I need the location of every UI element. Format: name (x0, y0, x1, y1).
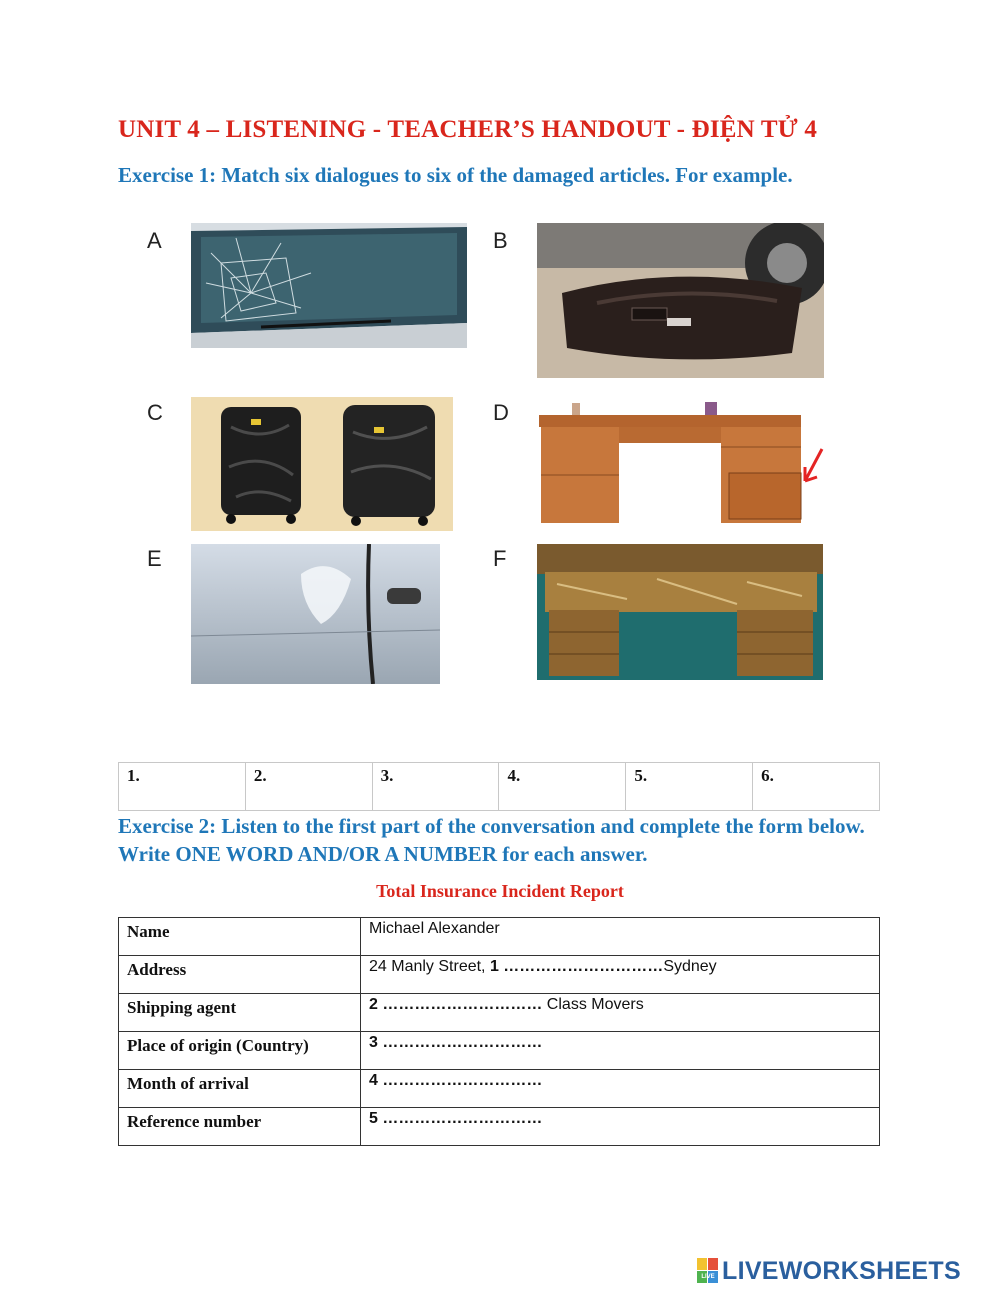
form-row-place-of-origin (119, 1032, 880, 1070)
exercise-1-instruction: Exercise 1: Match six dialogues to six of the damaged articles. For example. (118, 163, 793, 187)
answer-grid (118, 762, 880, 811)
answer-cell-3[interactable]: 3. (372, 763, 499, 811)
liveworksheets-logo-icon (697, 1258, 719, 1284)
form-label: Month of arrival (119, 1070, 361, 1108)
form-value-address[interactable]: 24 Manly Street, 1 …………………………Sydney (361, 956, 880, 994)
form-row-address (119, 956, 880, 994)
photo-dented-suitcases (191, 397, 453, 531)
exercise-2-instruction: Exercise 2: Listen to the first part of the conversation and complete the form below. Write ONE WORD AND/OR A NUMBER for each answer. (118, 814, 865, 866)
liveworksheets-logo[interactable] (697, 1256, 961, 1286)
photo-dented-car-door (191, 544, 440, 684)
answer-cell-4[interactable]: 4. (499, 763, 626, 811)
form-row-name (119, 918, 880, 956)
form-row-shipping-agent (119, 994, 880, 1032)
form-label: Reference number (119, 1108, 361, 1146)
form-label: Address (119, 956, 361, 994)
photo-cracked-windscreen (191, 223, 467, 348)
form-row-month-of-arrival (119, 1070, 880, 1108)
picture-letter-d: D (493, 400, 509, 425)
form-value-month-of-arrival[interactable]: 4 ………………………… (361, 1070, 880, 1108)
incident-report-form (118, 917, 880, 1146)
svg-text:LIVE: LIVE (701, 1274, 715, 1280)
form-label: Shipping agent (119, 994, 361, 1032)
answer-cell-2[interactable]: 2. (245, 763, 372, 811)
form-value-reference-number[interactable]: 5 ………………………… (361, 1108, 880, 1146)
photo-burnt-bag (537, 223, 824, 378)
picture-letter-e: E (147, 546, 162, 571)
photo-scratched-desk (537, 544, 823, 680)
picture-letter-a: A (147, 228, 162, 253)
photo-desk-broken-drawer (537, 397, 828, 528)
page-title: UNIT 4 – LISTENING - TEACHER’S HANDOUT - ĐIỆN TỬ 4 (118, 116, 818, 143)
picture-letter-b: B (493, 228, 508, 253)
form-value-place-of-origin[interactable]: 3 ………………………… (361, 1032, 880, 1070)
form-value-name: Michael Alexander (361, 918, 880, 956)
liveworksheets-logo-text: LIVEWORKSHEETS (722, 1256, 961, 1285)
form-label: Name (119, 918, 361, 956)
answer-cell-1[interactable]: 1. (119, 763, 246, 811)
answer-cell-6[interactable]: 6. (753, 763, 880, 811)
picture-letter-f: F (493, 546, 507, 571)
answer-cell-5[interactable]: 5. (626, 763, 753, 811)
form-label: Place of origin (Country) (119, 1032, 361, 1070)
form-value-shipping-agent[interactable]: 2 ………………………… Class Movers (361, 994, 880, 1032)
picture-letter-c: C (147, 400, 163, 425)
form-row-reference-number (119, 1108, 880, 1146)
form-title: Total Insurance Incident Report (376, 881, 624, 901)
